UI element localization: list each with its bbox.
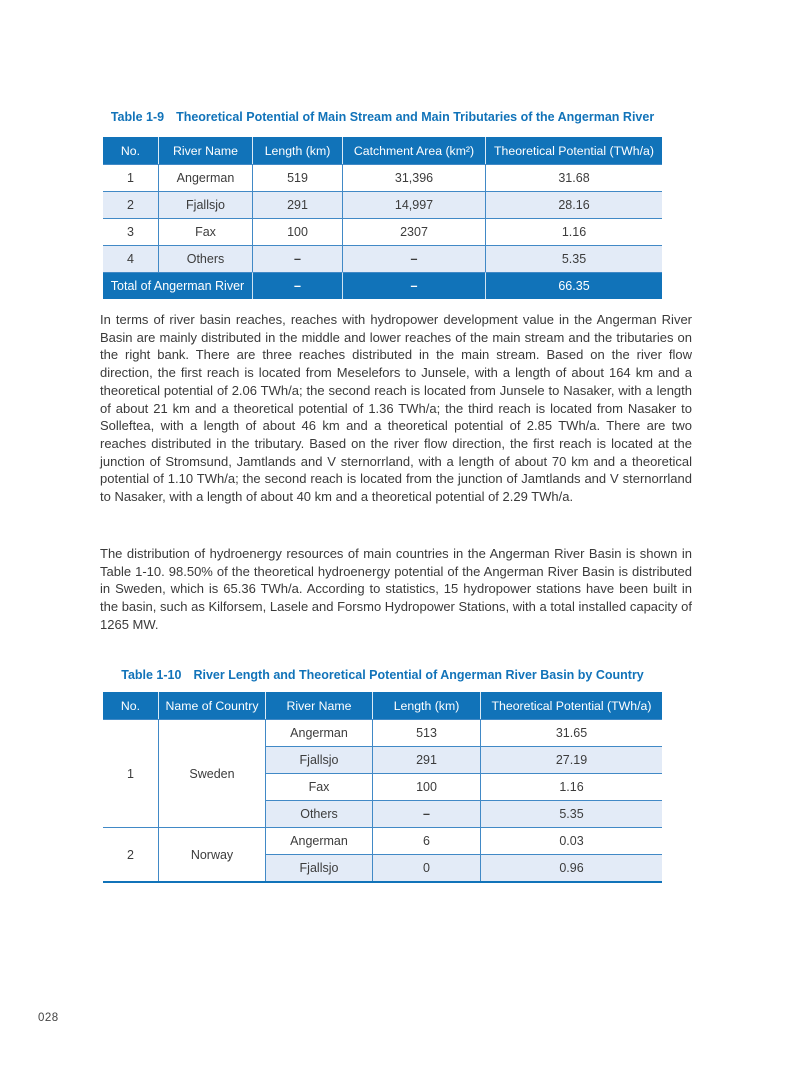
column-header-length: Length (km): [252, 137, 342, 164]
table-1-10: [103, 692, 662, 881]
table-row: [103, 164, 662, 191]
cell-theoretical-potential: 1.16: [480, 773, 662, 800]
cell-length: 291: [252, 191, 342, 218]
table-1-9-container: [103, 137, 662, 299]
table-1-9-title-label: Table 1-9: [110, 110, 165, 124]
cell-length: 291: [372, 746, 480, 773]
cell-theoretical-potential: 0.96: [480, 854, 662, 881]
cell-group-country: Norway: [158, 827, 265, 881]
cell-catchment-area: 14,997: [342, 191, 485, 218]
table-1-10-header-row: [103, 692, 662, 719]
column-header-river-name: River Name: [265, 692, 372, 719]
cell-river-name: Angerman: [265, 719, 372, 746]
cell-catchment-area: 31,396: [342, 164, 485, 191]
cell-river-name: Others: [265, 800, 372, 827]
table-1-10-title-label: Table 1-10: [121, 668, 182, 682]
cell-length: –: [372, 800, 480, 827]
cell-theoretical-potential: 31.68: [485, 164, 662, 191]
cell-length: 6: [372, 827, 480, 854]
cell-river-name: Fax: [158, 218, 252, 245]
cell-theoretical-potential: 0.03: [480, 827, 662, 854]
cell-theoretical-potential: 5.35: [480, 800, 662, 827]
table-row: [103, 827, 662, 854]
cell-theoretical-potential: 27.19: [480, 746, 662, 773]
cell-catchment-area: –: [342, 245, 485, 272]
cell-no: 1: [103, 164, 158, 191]
table-1-9-title: [103, 110, 662, 124]
cell-river-name: Fax: [265, 773, 372, 800]
column-header-catchment-area: Catchment Area (km²): [342, 137, 485, 164]
page-number: 028: [38, 1012, 59, 1024]
cell-no: 2: [103, 191, 158, 218]
table-1-10-title: [103, 668, 662, 682]
table-row: [103, 719, 662, 746]
table-row: [103, 218, 662, 245]
column-header-theoretical-potential: Theoretical Potential (TWh/a): [485, 137, 662, 164]
cell-river-name: Angerman: [158, 164, 252, 191]
cell-group-no: 1: [103, 719, 158, 827]
table-1-10-title-text: River Length and Theoretical Potential of Angerman River Basin by Country: [193, 668, 644, 682]
paragraph-river-reaches: In terms of river basin reaches, reaches with hydropower development value in the Angerman River Basin are mainly distributed in the middle and lower reaches of the main stream and the tributaries on the right bank. There are three reaches distributed in the main stream. Based on the river flow direction, the first reach is located from Meselefors to Junsele, with a length of about 164 km and a theoretical potential of 2.06 TWh/a; the second reach is located from Junsele to Nasaker, with a length of about 21 km and a theoretical potential of 1.36 TWh/a; the third reach is located from Nasaker to Solleftea, with a length of about 46 km and a theoretical potential of 2.85 TWh/a. There are two reaches distributed in the tributary. Based on the river flow direction, the first reach is located at the junction of Stromsund, Jamtlands and V sternorrland, with a length of about 70 km and a theoretical potential of 1.10 TWh/a; the second reach is located from the junction of Jamtlands and V sternorrland to Nasaker, with a length of about 40 km and a theoretical potential of 2.29 TWh/a.: [100, 312, 692, 505]
table-row: [103, 245, 662, 272]
cell-length: 513: [372, 719, 480, 746]
cell-no: 4: [103, 245, 158, 272]
cell-group-no: 2: [103, 827, 158, 881]
cell-total-area: –: [342, 272, 485, 299]
table-1-9-title-text: Theoretical Potential of Main Stream and Main Tributaries of the Angerman River: [176, 110, 655, 124]
table-1-9: [103, 137, 662, 299]
column-header-no: No.: [103, 692, 158, 719]
column-header-river-name: River Name: [158, 137, 252, 164]
cell-length: 100: [372, 773, 480, 800]
table-1-10-container: [103, 692, 662, 883]
cell-length: 519: [252, 164, 342, 191]
cell-river-name: Angerman: [265, 827, 372, 854]
paragraph-distribution: The distribution of hydroenergy resources of main countries in the Angerman River Basin is shown in Table 1-10. 98.50% of the theoretical hydroenergy potential of the Angerman River Basin is distributed in Sweden, which is 65.36 TWh/a. According to statistics, 15 hydropower stations have been built in the basin, such as Kilforsem, Lasele and Forsmo Hydropower Stations, with a total installed capacity of 1265 MW.: [100, 546, 692, 632]
cell-no: 3: [103, 218, 158, 245]
column-header-country: Name of Country: [158, 692, 265, 719]
cell-catchment-area: 2307: [342, 218, 485, 245]
column-header-no: No.: [103, 137, 158, 164]
cell-theoretical-potential: 28.16: [485, 191, 662, 218]
cell-river-name: Fjallsjo: [265, 746, 372, 773]
table-1-9-header-row: [103, 137, 662, 164]
cell-river-name: Others: [158, 245, 252, 272]
column-header-theoretical-potential: Theoretical Potential (TWh/a): [480, 692, 662, 719]
table-row: [103, 191, 662, 218]
cell-group-country: Sweden: [158, 719, 265, 827]
cell-river-name: Fjallsjo: [158, 191, 252, 218]
cell-total-length: –: [252, 272, 342, 299]
cell-length: 0: [372, 854, 480, 881]
cell-length: –: [252, 245, 342, 272]
cell-theoretical-potential: 1.16: [485, 218, 662, 245]
cell-total-label: Total of Angerman River: [103, 272, 252, 299]
cell-theoretical-potential: 5.35: [485, 245, 662, 272]
cell-river-name: Fjallsjo: [265, 854, 372, 881]
column-header-length: Length (km): [372, 692, 480, 719]
cell-length: 100: [252, 218, 342, 245]
cell-theoretical-potential: 31.65: [480, 719, 662, 746]
cell-total-potential: 66.35: [485, 272, 662, 299]
table-total-row: [103, 272, 662, 299]
